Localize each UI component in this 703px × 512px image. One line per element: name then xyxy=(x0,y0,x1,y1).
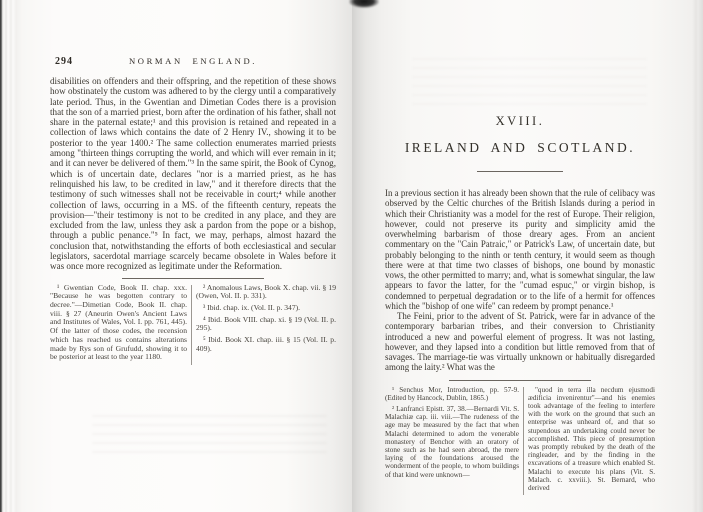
footnote: ¹ Gwentian Code, Book II. chap. xxx. "Because he was begotten contrary to decree."—Dimetian Code, Book II. chap. viii. § 27 (Aneurin Owen's Ancient Laws and Institutes of Wales, Vol. I. pp. 761, 445). Of the latter of those codes, the recension which has reached us contains alterations made by Rys son of Grufudd, showing it to be posterior at least to the year 1180. xyxy=(50,282,187,362)
left-page-content xyxy=(50,56,336,365)
right-footnotes xyxy=(385,386,655,496)
page-edge-right xyxy=(692,0,703,512)
footnote-column-left xyxy=(385,386,519,496)
left-page xyxy=(22,0,352,512)
footnote-column-right xyxy=(528,386,655,496)
footnote: ¹ Senchus Mor, Introduction, pp. 57-9. (Edited by Hancock, Dublin, 1865.) xyxy=(385,385,519,402)
page-stack-edge-left xyxy=(0,0,22,512)
left-footnotes xyxy=(50,284,336,365)
page-number: 294 xyxy=(55,56,73,67)
spine-dark-mark xyxy=(349,0,379,8)
footnote: ⁴ Ibid. Book VIII. chap. xi. § 19 (Vol. II. p. 295). xyxy=(196,314,336,333)
title-rule xyxy=(477,171,563,172)
footnote-rule xyxy=(449,380,591,381)
show-through-text xyxy=(92,415,327,457)
footnote: ⁵ Ibid. Book XI. chap. iii. § 15 (Vol. II. p. 409). xyxy=(196,335,336,353)
footnote-column-right xyxy=(196,284,336,365)
left-body-text: disabilities on offenders and their offspring, and the repetition of these shows how obstinately the custom was adhered to by the clergy until a comparatively late period. Thus, in the Gwentian and Dimetian Codes there is a provision that the son of a married priest, born after the ordination of his father, shall not share in the paternal estate;¹ and this provision is retained and repeated in a collection of laws which contains the date of 2 Henry IV., showing it to be posterior to the year 1400.² The same collection enumerates married priests among "thirteen things corrupting the world, and which will ever remain in it; and it can never be delivered of them."³ In the same spirit, the Book of Cynog, which is of uncertain date, declares "nor is a married priest, as he has relinquished his law, to be credited in law," and it therefore directs that the testimony of such witnesses shall not be receivable in court;⁴ while another collection of laws, occurring in a MS. of the fifteenth century, repeats the provision—"their testimony is not to be credited in any place, and they are excluded from the law, unless they ask a pardon from the pope or a bishop, through a public penance."⁵ In fact, we may, perhaps, almost hazard the conclusion that, notwithstanding the efforts of both ecclesiastical and secular legislators, sacerdotal marriage scarcely became obsolete in Wales before it was once more recognized as legitimate under the Reformation. xyxy=(50,76,336,272)
footnote-divider xyxy=(191,285,192,365)
footnote-column-left xyxy=(50,284,187,365)
right-body-paragraph: The Feini, prior to the advent of St. Patrick, were far in advance of the contemporary barbarian tribes, and their conversion to Christianity introduced a new and powerful element of progress. It was not lasting, however, and they lapsed into a condition but little removed from that of savages. The marriage-tie was virtually unknown or habitually disregarded among the laity.² What was the xyxy=(385,311,655,373)
footnote: ² Lanfranci Epistt. 37, 38.—Bernardi Vit. S. Malachiæ cap. iii. viii.—The rudeness of the age may be measured by the fact that when Malachi determined to adorn the venerable monastery of Benchor with an oratory of stone such as he had seen abroad, the mere laying of the foundations aroused the wonderment of the people, to whom buildings of that kind were unknown— xyxy=(385,404,519,479)
footnote-divider xyxy=(523,387,524,496)
right-body-paragraph: In a previous section it has already been shown that the rule of celibacy was observed by the Celtic churches of the British Islands during a period in which their Christianity was a model for the rest of Europe. Their religion, however, could not preserve its purity and simplicity amid the overwhelming barbarism of those dreary ages. From an ancient commentary on the "Cain Patraic," or Patrick's Law, of uncertain date, but probably belonging to the ninth or tenth century, it would seem as though there were at that time two classes of bishops, one bound by monastic vows, the other permitted to marry; and, what is somewhat singular, the law appears to favor the latter, for the "cumad espuc," or virgin bishop, is condemned to perpetual degradation or to the life of a hermit for offences which the "bishop of one wife" can redeem by prompt penance.¹ xyxy=(385,188,655,311)
chapter-title: IRELAND AND SCOTLAND. xyxy=(404,140,636,155)
right-page xyxy=(352,0,703,512)
chapter-number: XVIII. xyxy=(495,114,545,128)
footnote: "quod in terra illa necdum ejusmodi ædificia invenirentur"—and his enemies took advantage of the feeling to interfere with the work on the ground that such an enterprise was unheard of, and that so stupendous an undertaking could never be accomplished. This piece of presumption was promptly rebuked by the death of the ringleader, and by the finding in the excavations of a treasure which enabled St. Malachi to execute his plans (Vit. S. Malach. c. xxviii.). St. Bernard, who derived xyxy=(528,385,655,492)
running-header: NORMAN ENGLAND. xyxy=(128,56,258,66)
footnote: ³ Ibid. chap. ix. (Vol. II. p. 347). xyxy=(203,303,301,313)
footnote-rule xyxy=(122,278,264,279)
left-page-header xyxy=(50,56,336,69)
right-page-content xyxy=(385,114,655,495)
show-through-text xyxy=(412,58,647,110)
footnote: ² Anomalous Laws, Book X. chap. vii. § 19 (Owen, Vol. II. p. 331). xyxy=(196,282,336,301)
